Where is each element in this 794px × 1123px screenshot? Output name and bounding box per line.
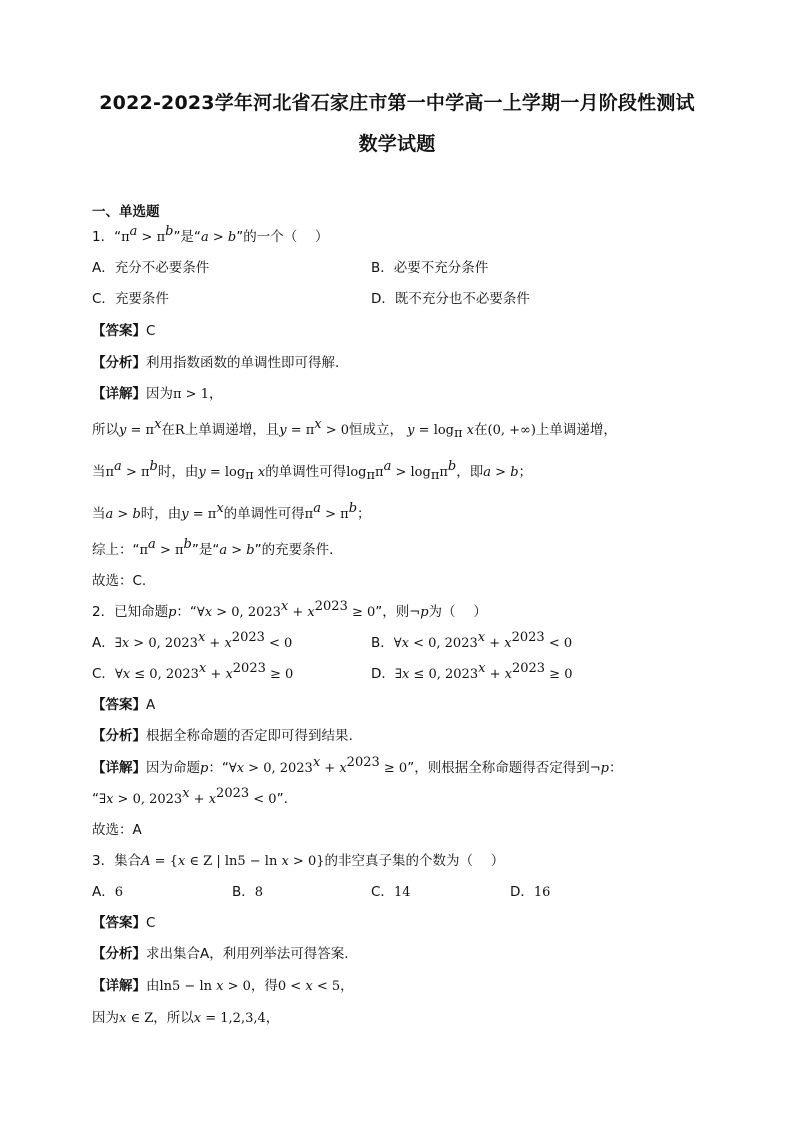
q2-analysis: 【分析】根据全称命题的否定即可得到结果. [92,728,353,744]
q3-option-b: B．8 [232,884,264,900]
q2-number: 2． [92,604,115,620]
q2-option-d: D．∃x ≤ 0, $2023^x + x^{2023} \ge 0$ [371,661,573,682]
q2-option-a: A．∃x > 0, $2023^x + x^{2023} < 0$ [92,630,293,651]
q3-answer: 【答案】C [92,915,156,931]
q1-analysis: 【分析】利用指数函数的单调性即可得解. [92,355,340,371]
q3-option-a: A．6 [92,884,124,900]
q2-conclusion: 故选：A [92,822,142,838]
q3-detail-1: 【详解】由ln5 − ln x > 0，得0 < x < 5， [92,978,354,994]
q3-number: 3． [92,853,115,869]
q1-detail-4: 当a > b时，由$y = \pi^x$的单调性可得$\pi^a > \pi^b$； [92,501,371,522]
page-title: 2022-2023学年河北省石家庄市第一中学高一上学期一月阶段性测试 [99,92,695,114]
q1-option-b: B．必要不充分条件 [371,260,489,276]
q1-detail-1: 【详解】因为π > 1， [92,386,223,402]
q1-answer: 【答案】C [92,323,156,339]
q2-option-c: C．∀x ≤ 0, $2023^x + x^{2023} \ge 0$ [92,661,294,682]
q1-detail-5: 综上：“$\pi^a > \pi^b$”是“a > b”的充要条件. [92,537,334,558]
q2-detail-2: “∃x > 0, $2023^x + x^{2023} < 0$”. [92,786,288,807]
q1-detail-3: 当$\pi^a > \pi^b$时，由$y = \log_\pi x$的单调性可得$\log_\pi\pi^a > \log_\pi\pi^b$，即a > b； [92,459,533,483]
q1-detail-2: 所以$y = \pi^x$在R上单调递增，且$y = \pi^x > 0$恒成立， $y = \log_\pi x$在(0, +∞)上单调递增， [92,417,617,441]
q3-option-c: C．14 [371,884,411,900]
q3-detail-2: 因为x ∈ Z，所以x = 1,2,3,4， [92,1010,280,1026]
q1-conclusion: 故选：C. [92,573,147,589]
q1-number: 1． [92,229,115,245]
q3-option-d: D．16 [510,884,551,900]
q2-answer: 【答案】A [92,697,156,713]
q1-stem: 1．“$\pi^a > \pi^b$”是“a > b”的一个（ ） [92,224,329,245]
section-heading: 一、单选题 [92,204,160,220]
q1-option-a: A．充分不必要条件 [92,260,210,276]
page-subtitle: 数学试题 [358,133,436,155]
q2-detail-1: 【详解】因为命题p：“∀x > 0, $2023^x + x^{2023} \ge 0$”，则根据全称命题得否定得到¬p： [92,755,623,776]
q3-stem: 3．集合A = {x ∈ Z | ln5 − ln x > 0}的非空真子集的个数为（ ） [92,853,505,869]
q2-option-b: B．∀x < 0, $2023^x + x^{2023} < 0$ [371,630,573,651]
q1-option-c: C．充要条件 [92,291,169,307]
q3-analysis: 【分析】求出集合A，利用列举法可得答案. [92,946,349,962]
q1-option-d: D．既不充分也不必要条件 [371,291,530,307]
q2-stem: 2．已知命题p：“∀x > 0, $2023^x + x^{2023} \ge 0$”，则¬p为（ ） [92,599,487,620]
